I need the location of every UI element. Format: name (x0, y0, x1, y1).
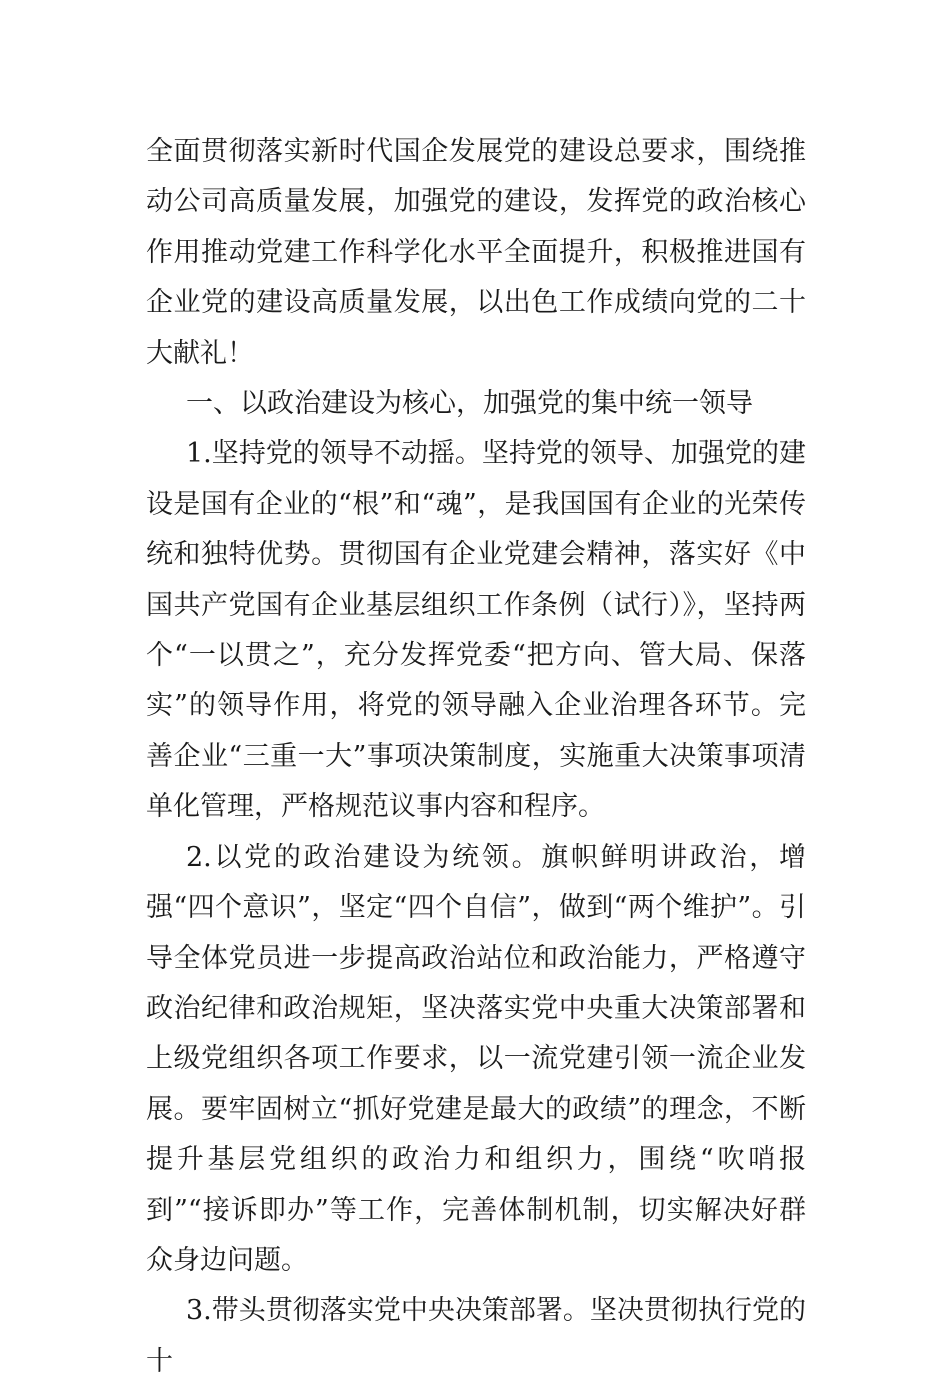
item-paragraph-2: 2.以党的政治建设为统领。旗帜鲜明讲政治，增强“四个意识”，坚定“四个自信”，做到“两个维护”。引导全体党员进一步提高政治站位和政治能力，严格遵守政治纪律和政治规矩，坚决落实党中央重大决策部署和上级党组织各项工作要求，以一流党建引领一流企业发展。要牢固树立“抓好党建是最大的政绩”的理念，不断提升基层党组织的政治力和组织力，围绕“吹哨报到”“接诉即办”等工作，完善体制机制，切实解决好群众身边问题。 (146, 841, 806, 1276)
section-heading: 一、以政治建设为核心，加强党的集中统一领导 (186, 388, 753, 420)
item-paragraph-1: 1.坚持党的领导不动摇。坚持党的领导、加强党的建设是国有企业的“根”和“魂”，是我国国有企业的光荣传统和独特优势。贯彻国有企业党建会精神，落实好《中国共产党国有企业基层组织工作条例（试行）》，坚持两个“一以贯之”，充分发挥党委“把方向、管大局、保落实”的领导作用，将党的领导融入企业治理各环节。完善企业“三重一大”事项决策制度，实施重大决策事项清单化管理，严格规范议事内容和程序。 (146, 438, 806, 823)
body-text (146, 127, 806, 1387)
item-paragraph-3: 3.带头贯彻落实党中央决策部署。坚决贯彻执行党的十 (146, 1295, 806, 1377)
intro-paragraph: 全面贯彻落实新时代国企发展党的建设总要求，围绕推动公司高质量发展，加强党的建设，发挥党的政治核心作用推动党建工作科学化水平全面提升，积极推进国有企业党的建设高质量发展，以出色工作成绩向党的二十大献礼！ (146, 136, 806, 369)
